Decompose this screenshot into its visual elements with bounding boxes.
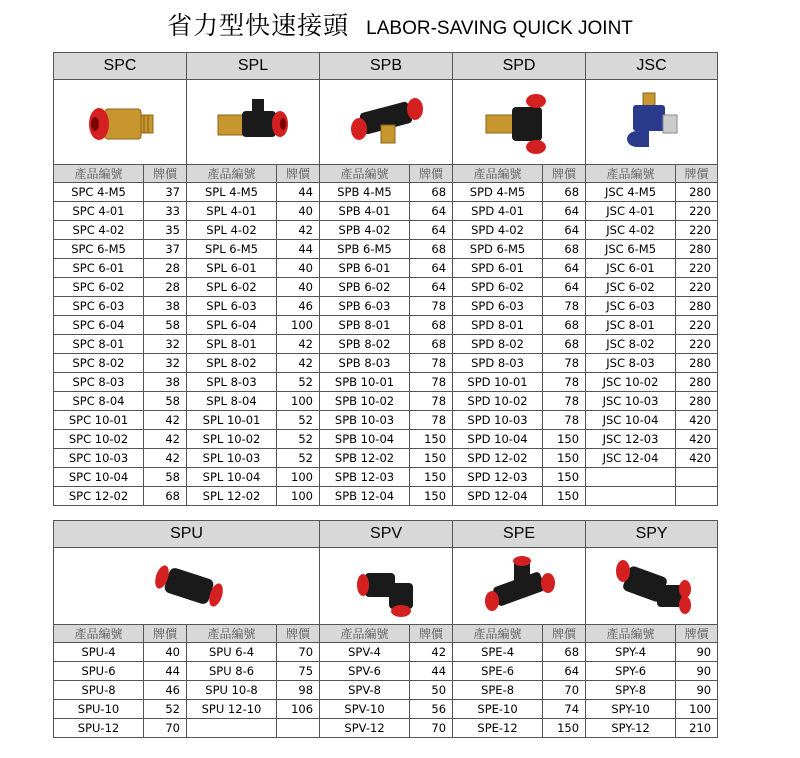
product-code: SPL 4-M5 — [187, 183, 277, 202]
group-header-spy: SPY — [586, 521, 718, 548]
list-price: 74 — [543, 700, 586, 719]
list-price: 32 — [144, 335, 187, 354]
list-price: 150 — [543, 430, 586, 449]
column-header-code: 產品編號 — [320, 625, 410, 643]
list-price: 58 — [144, 468, 187, 487]
product-code — [586, 468, 676, 487]
list-price: 420 — [676, 430, 718, 449]
product-code: SPB 6-02 — [320, 278, 410, 297]
column-header-code: 產品編號 — [453, 165, 543, 183]
branch-tee-fitting-icon — [320, 85, 452, 159]
product-code: SPL 10-01 — [187, 411, 277, 430]
product-code: SPL 10-03 — [187, 449, 277, 468]
list-price: 42 — [144, 430, 187, 449]
product-code: SPB 12-02 — [320, 449, 410, 468]
list-price: 52 — [277, 449, 320, 468]
product-code: SPB 4-01 — [320, 202, 410, 221]
list-price: 40 — [277, 278, 320, 297]
product-code: SPY-6 — [586, 662, 676, 681]
list-price: 280 — [676, 183, 718, 202]
list-price: 32 — [144, 354, 187, 373]
list-price: 28 — [144, 278, 187, 297]
group-header-jsc: JSC — [586, 53, 718, 80]
product-code: SPU-12 — [54, 719, 144, 738]
list-price: 58 — [144, 392, 187, 411]
list-price: 280 — [676, 373, 718, 392]
run-tee-fitting-icon — [453, 85, 585, 159]
product-code: SPB 8-01 — [320, 316, 410, 335]
table-row — [54, 373, 718, 392]
list-price: 44 — [277, 240, 320, 259]
list-price: 420 — [676, 411, 718, 430]
group-header-spb: SPB — [320, 53, 453, 80]
list-price: 42 — [277, 335, 320, 354]
group-header-spc: SPC — [54, 53, 187, 80]
product-code: SPD 6-03 — [453, 297, 543, 316]
list-price: 68 — [144, 487, 187, 506]
list-price: 64 — [410, 202, 453, 221]
table-row — [54, 430, 718, 449]
column-header-price: 牌價 — [144, 625, 187, 643]
product-code: SPL 8-03 — [187, 373, 277, 392]
product-code: SPC 6-04 — [54, 316, 144, 335]
list-price: 220 — [676, 278, 718, 297]
table-row — [54, 681, 718, 700]
list-price: 37 — [144, 183, 187, 202]
column-header-code: 產品編號 — [54, 165, 144, 183]
list-price: 150 — [543, 468, 586, 487]
product-code: SPL 6-01 — [187, 259, 277, 278]
list-price: 150 — [410, 487, 453, 506]
list-price: 38 — [144, 297, 187, 316]
product-code: SPD 8-03 — [453, 354, 543, 373]
product-code: SPU 10-8 — [187, 681, 277, 700]
product-code: SPL 4-01 — [187, 202, 277, 221]
list-price: 40 — [277, 202, 320, 221]
list-price: 50 — [410, 681, 453, 700]
group-header-spe: SPE — [453, 521, 586, 548]
list-price: 78 — [543, 297, 586, 316]
list-price: 64 — [410, 278, 453, 297]
table-row — [54, 221, 718, 240]
table-row — [54, 354, 718, 373]
table-row — [54, 183, 718, 202]
list-price: 42 — [144, 411, 187, 430]
product-code: JSC 8-03 — [586, 354, 676, 373]
product-code — [586, 487, 676, 506]
list-price: 42 — [144, 449, 187, 468]
product-code: SPU 6-4 — [187, 643, 277, 662]
list-price: 64 — [543, 202, 586, 221]
product-code: SPC 6-02 — [54, 278, 144, 297]
list-price: 280 — [676, 240, 718, 259]
product-code: SPL 6-02 — [187, 278, 277, 297]
table-row — [54, 278, 718, 297]
list-price: 44 — [144, 662, 187, 681]
list-price: 150 — [543, 487, 586, 506]
product-code: SPD 12-02 — [453, 449, 543, 468]
list-price: 78 — [410, 392, 453, 411]
union-tee-fitting-icon — [453, 549, 585, 623]
product-code: SPC 8-01 — [54, 335, 144, 354]
group-header-spu: SPU — [54, 521, 320, 548]
product-code: JSC 6-01 — [586, 259, 676, 278]
list-price: 64 — [543, 221, 586, 240]
list-price: 280 — [676, 354, 718, 373]
column-header-code: 產品編號 — [54, 625, 144, 643]
product-code: SPY-10 — [586, 700, 676, 719]
product-code: SPC 4-M5 — [54, 183, 144, 202]
column-header-code: 產品編號 — [586, 625, 676, 643]
product-code: SPB 10-03 — [320, 411, 410, 430]
list-price: 70 — [277, 643, 320, 662]
product-code: SPB 4-M5 — [320, 183, 410, 202]
product-code: SPE-8 — [453, 681, 543, 700]
list-price — [277, 719, 320, 738]
product-code: SPV-10 — [320, 700, 410, 719]
list-price: 52 — [277, 430, 320, 449]
list-price: 78 — [543, 373, 586, 392]
product-code: JSC 6-02 — [586, 278, 676, 297]
column-header-price: 牌價 — [543, 165, 586, 183]
list-price — [676, 468, 718, 487]
list-price: 220 — [676, 202, 718, 221]
product-code: SPC 10-03 — [54, 449, 144, 468]
list-price: 78 — [543, 392, 586, 411]
group-header-spv: SPV — [320, 521, 453, 548]
title-english: LABOR-SAVING QUICK JOINT — [366, 18, 633, 39]
product-code: SPU-4 — [54, 643, 144, 662]
list-price: 100 — [277, 487, 320, 506]
list-price: 68 — [410, 240, 453, 259]
list-price: 150 — [410, 449, 453, 468]
list-price: 150 — [543, 719, 586, 738]
list-price: 100 — [676, 700, 718, 719]
page-title — [0, 6, 800, 42]
product-code: SPD 8-02 — [453, 335, 543, 354]
product-code: SPL 8-04 — [187, 392, 277, 411]
product-code: JSC 10-02 — [586, 373, 676, 392]
list-price: 70 — [543, 681, 586, 700]
union-elbow-fitting-icon — [320, 549, 452, 623]
product-code: SPB 6-03 — [320, 297, 410, 316]
product-code: SPB 10-01 — [320, 373, 410, 392]
product-code: SPD 12-03 — [453, 468, 543, 487]
list-price: 42 — [410, 643, 453, 662]
list-price: 220 — [676, 335, 718, 354]
product-code: SPD 12-04 — [453, 487, 543, 506]
table-row — [54, 487, 718, 506]
list-price: 90 — [676, 662, 718, 681]
product-code: SPE-12 — [453, 719, 543, 738]
list-price: 68 — [543, 183, 586, 202]
product-code: SPD 4-M5 — [453, 183, 543, 202]
product-code: SPD 10-02 — [453, 392, 543, 411]
list-price — [676, 487, 718, 506]
list-price: 78 — [410, 354, 453, 373]
product-code: SPC 4-02 — [54, 221, 144, 240]
product-code: SPE-6 — [453, 662, 543, 681]
list-price: 52 — [144, 700, 187, 719]
column-header-price: 牌價 — [676, 165, 718, 183]
table-row — [54, 643, 718, 662]
column-header-price: 牌價 — [410, 625, 453, 643]
product-code: SPV-4 — [320, 643, 410, 662]
list-price: 37 — [144, 240, 187, 259]
group-header-spl: SPL — [187, 53, 320, 80]
list-price: 220 — [676, 221, 718, 240]
product-code: JSC 4-M5 — [586, 183, 676, 202]
product-code: JSC 8-01 — [586, 316, 676, 335]
list-price: 44 — [410, 662, 453, 681]
group-header-spd: SPD — [453, 53, 586, 80]
price-table-top — [53, 52, 718, 506]
product-image-spc — [54, 80, 187, 165]
list-price: 68 — [543, 240, 586, 259]
product-code: SPV-8 — [320, 681, 410, 700]
list-price: 78 — [543, 354, 586, 373]
product-code: JSC 6-03 — [586, 297, 676, 316]
product-code: SPC 8-03 — [54, 373, 144, 392]
list-price: 98 — [277, 681, 320, 700]
product-code: SPY-12 — [586, 719, 676, 738]
product-code: SPE-10 — [453, 700, 543, 719]
list-price: 210 — [676, 719, 718, 738]
product-code: SPB 10-04 — [320, 430, 410, 449]
product-code: SPL 4-02 — [187, 221, 277, 240]
column-header-price: 牌價 — [410, 165, 453, 183]
column-header-code: 產品編號 — [586, 165, 676, 183]
product-code: SPU 8-6 — [187, 662, 277, 681]
product-code: SPV-6 — [320, 662, 410, 681]
table-row — [54, 316, 718, 335]
product-code: SPB 10-02 — [320, 392, 410, 411]
list-price: 42 — [277, 354, 320, 373]
product-code: SPC 6-03 — [54, 297, 144, 316]
product-code: SPB 8-03 — [320, 354, 410, 373]
product-code: SPY-4 — [586, 643, 676, 662]
list-price: 150 — [410, 430, 453, 449]
product-code: SPD 6-01 — [453, 259, 543, 278]
product-code: SPC 8-02 — [54, 354, 144, 373]
product-code: SPV-12 — [320, 719, 410, 738]
product-code: SPD 6-02 — [453, 278, 543, 297]
product-code: SPD 10-04 — [453, 430, 543, 449]
list-price: 68 — [543, 335, 586, 354]
product-code: SPC 10-01 — [54, 411, 144, 430]
product-code: SPU-8 — [54, 681, 144, 700]
product-code: SPB 4-02 — [320, 221, 410, 240]
table-row — [54, 297, 718, 316]
product-image-spv — [320, 548, 453, 625]
list-price: 64 — [410, 221, 453, 240]
list-price: 70 — [144, 719, 187, 738]
product-code: SPC 6-M5 — [54, 240, 144, 259]
table-row — [54, 719, 718, 738]
product-code: SPY-8 — [586, 681, 676, 700]
list-price: 40 — [144, 643, 187, 662]
column-header-code: 產品編號 — [187, 165, 277, 183]
list-price: 58 — [144, 316, 187, 335]
product-code: SPL 10-04 — [187, 468, 277, 487]
speed-controller-icon — [586, 85, 717, 159]
list-price: 46 — [144, 681, 187, 700]
list-price: 70 — [410, 719, 453, 738]
list-price: 90 — [676, 643, 718, 662]
list-price: 420 — [676, 449, 718, 468]
product-code: SPB 6-M5 — [320, 240, 410, 259]
list-price: 68 — [543, 643, 586, 662]
product-code: SPL 10-02 — [187, 430, 277, 449]
list-price: 100 — [277, 316, 320, 335]
table-row — [54, 259, 718, 278]
product-code: SPB 8-02 — [320, 335, 410, 354]
product-image-spl — [187, 80, 320, 165]
list-price: 220 — [676, 316, 718, 335]
union-straight-fitting-icon — [54, 549, 319, 623]
list-price: 64 — [543, 259, 586, 278]
list-price: 44 — [277, 183, 320, 202]
product-code: SPC 10-04 — [54, 468, 144, 487]
product-code: SPU-10 — [54, 700, 144, 719]
product-image-spb — [320, 80, 453, 165]
product-image-spd — [453, 80, 586, 165]
list-price: 68 — [410, 316, 453, 335]
product-code: SPL 6-M5 — [187, 240, 277, 259]
list-price: 40 — [277, 259, 320, 278]
list-price: 38 — [144, 373, 187, 392]
product-image-spe — [453, 548, 586, 625]
column-header-price: 牌價 — [277, 625, 320, 643]
product-code: JSC 4-01 — [586, 202, 676, 221]
list-price: 150 — [410, 468, 453, 487]
product-code: SPE-4 — [453, 643, 543, 662]
title-chinese: 省力型快速接頭 — [167, 11, 350, 40]
product-code: JSC 6-M5 — [586, 240, 676, 259]
product-code: JSC 12-03 — [586, 430, 676, 449]
list-price: 68 — [543, 316, 586, 335]
product-code: SPL 6-03 — [187, 297, 277, 316]
product-code: JSC 10-03 — [586, 392, 676, 411]
product-code: SPC 10-02 — [54, 430, 144, 449]
table-row — [54, 411, 718, 430]
product-code: SPB 6-01 — [320, 259, 410, 278]
list-price: 78 — [410, 411, 453, 430]
list-price: 64 — [543, 278, 586, 297]
product-image-spu — [54, 548, 320, 625]
list-price: 150 — [543, 449, 586, 468]
table-row — [54, 468, 718, 487]
product-code: SPD 6-M5 — [453, 240, 543, 259]
column-header-code: 產品編號 — [187, 625, 277, 643]
product-code: SPL 8-02 — [187, 354, 277, 373]
product-code: JSC 12-04 — [586, 449, 676, 468]
product-code: SPD 4-01 — [453, 202, 543, 221]
column-header-price: 牌價 — [144, 165, 187, 183]
product-image-jsc — [586, 80, 718, 165]
product-code: SPC 6-01 — [54, 259, 144, 278]
union-y-fitting-icon — [586, 549, 717, 623]
product-code: SPL 12-02 — [187, 487, 277, 506]
table-row — [54, 449, 718, 468]
table-row — [54, 240, 718, 259]
product-code: SPC 12-02 — [54, 487, 144, 506]
product-code: SPL 8-01 — [187, 335, 277, 354]
list-price: 280 — [676, 297, 718, 316]
product-code: SPU 12-10 — [187, 700, 277, 719]
product-code: SPD 10-03 — [453, 411, 543, 430]
table-row — [54, 202, 718, 221]
product-code: SPB 12-03 — [320, 468, 410, 487]
product-code: JSC 8-02 — [586, 335, 676, 354]
list-price: 46 — [277, 297, 320, 316]
column-header-code: 產品編號 — [320, 165, 410, 183]
list-price: 42 — [277, 221, 320, 240]
table-row — [54, 662, 718, 681]
list-price: 28 — [144, 259, 187, 278]
product-code: SPL 6-04 — [187, 316, 277, 335]
list-price: 78 — [410, 373, 453, 392]
product-code: JSC 4-02 — [586, 221, 676, 240]
price-table-bottom — [53, 520, 718, 738]
list-price: 33 — [144, 202, 187, 221]
column-header-price: 牌價 — [676, 625, 718, 643]
list-price: 68 — [410, 335, 453, 354]
list-price: 64 — [543, 662, 586, 681]
list-price: 64 — [410, 259, 453, 278]
column-header-price: 牌價 — [543, 625, 586, 643]
elbow-male-fitting-icon — [187, 85, 319, 159]
table-row — [54, 335, 718, 354]
product-code: SPC 8-04 — [54, 392, 144, 411]
table-row — [54, 392, 718, 411]
list-price: 52 — [277, 411, 320, 430]
column-header-price: 牌價 — [277, 165, 320, 183]
table-row — [54, 700, 718, 719]
straight-male-fitting-icon — [54, 85, 186, 159]
column-header-code: 產品編號 — [453, 625, 543, 643]
list-price: 100 — [277, 392, 320, 411]
product-code: JSC 10-04 — [586, 411, 676, 430]
product-code — [187, 719, 277, 738]
product-code: SPD 4-02 — [453, 221, 543, 240]
list-price: 56 — [410, 700, 453, 719]
list-price: 52 — [277, 373, 320, 392]
list-price: 35 — [144, 221, 187, 240]
product-code: SPD 10-01 — [453, 373, 543, 392]
list-price: 90 — [676, 681, 718, 700]
product-code: SPD 8-01 — [453, 316, 543, 335]
list-price: 280 — [676, 392, 718, 411]
product-image-spy — [586, 548, 718, 625]
product-code: SPU-6 — [54, 662, 144, 681]
list-price: 220 — [676, 259, 718, 278]
list-price: 106 — [277, 700, 320, 719]
product-code: SPC 4-01 — [54, 202, 144, 221]
list-price: 68 — [410, 183, 453, 202]
list-price: 75 — [277, 662, 320, 681]
product-code: SPB 12-04 — [320, 487, 410, 506]
list-price: 78 — [543, 411, 586, 430]
list-price: 100 — [277, 468, 320, 487]
list-price: 78 — [410, 297, 453, 316]
